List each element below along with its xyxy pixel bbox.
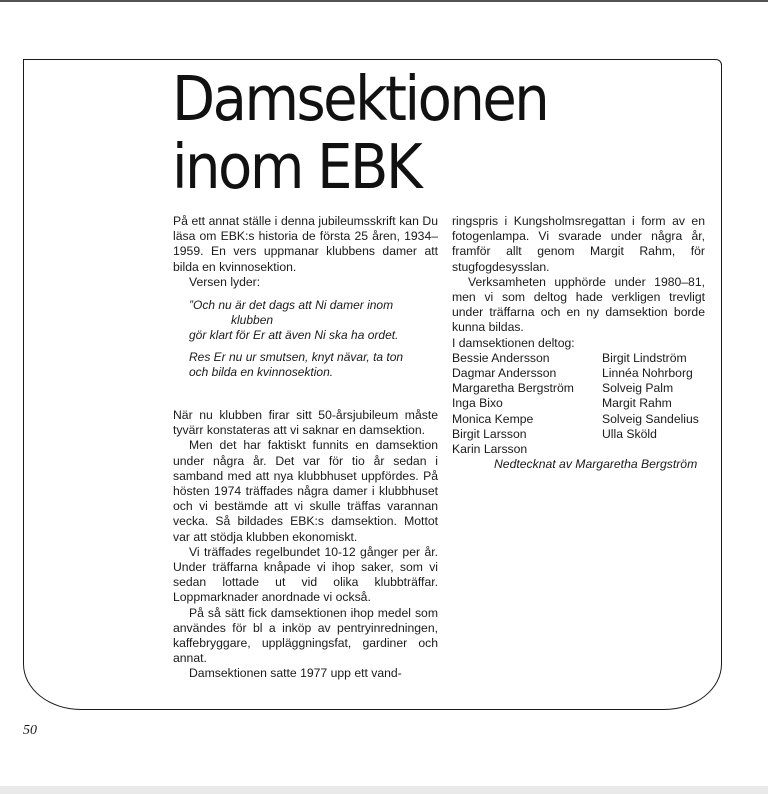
member-name: Birgit Larsson: [452, 426, 527, 441]
body-paragraph: Vi träffades regelbundet 10-12 gånger per år. Under träffarna knåpade vi ihop saker, som vi sedan lottade ut vid olika klubbträffar. Loppmarknader anordnade vi också.: [173, 544, 438, 605]
left-column: [173, 214, 438, 682]
body-paragraph: ringspris i Kungsholmsregattan i form av en fotogenlampa. Vi svarade under några år, framför allt genom Margit Rahm, för stugfogdesysslan.: [452, 214, 705, 274]
right-column: [452, 214, 705, 472]
body-paragraph: På så sätt fick damsektionen ihop medel som användes för bl a inköp av pentryinredningen, kaffebryggare, uppläggningsfat, gardiner och annat.: [173, 605, 438, 666]
verse-block: [189, 298, 438, 380]
signature: Nedtecknat av Margaretha Bergström: [494, 457, 698, 472]
body-paragraph: När nu klubben firar sitt 50-årsjubileum måste tyvärr konstateras att vi saknar en damsektion.: [173, 408, 438, 438]
page-number: 50: [23, 723, 37, 738]
body-paragraph: Men det har faktiskt funnits en damsektion under några år. Det var för tio år sedan i samband med att nya klubbhuset uppfördes. På hösten 1974 träffades några damer i klubbhuset och vi bestämde att vi skulle träffas varannan vecka. Så bildades EBK:s damsektion. Mottot var att stödja klubben ekonomiskt.: [173, 438, 438, 544]
title-line-1: Damsektionen: [172, 63, 548, 136]
members-heading: I damsektionen deltog:: [452, 335, 575, 350]
member-name: Ulla Sköld: [602, 426, 657, 441]
members-column-1: [452, 351, 602, 457]
member-name: Karin Larsson: [452, 442, 528, 457]
member-name: Birgit Lindström: [602, 350, 687, 365]
verse-line: ”Och nu är det dags att Ni damer inom: [189, 298, 394, 313]
member-name: Monica Kempe: [452, 411, 534, 426]
member-name: Solveig Palm: [602, 381, 674, 396]
verse-line: Res Er nu ur smutsen, knyt nävar, ta ton: [189, 350, 404, 365]
members-list: [452, 351, 705, 457]
section-gap: [173, 380, 438, 408]
body-paragraph: Damsektionen satte 1977 upp ett vand-: [189, 666, 402, 681]
member-name: Dagmar Andersson: [452, 366, 557, 381]
body-paragraph: Verksamheten upphörde under 1980–81, men vi som deltog hade verkligen trevligt under träffarna och en ny damsektion borde kunna bildas.: [452, 274, 705, 335]
verse-intro: Versen lyder:: [189, 274, 261, 289]
member-name: Margaretha Bergström: [452, 381, 574, 396]
member-name: Bessie Andersson: [452, 350, 550, 365]
title-line-2: inom EBK: [172, 132, 421, 204]
verse-line: och bilda en kvinnosektion.: [189, 365, 334, 380]
member-name: Inga Bixo: [452, 396, 503, 411]
page-edge: [0, 786, 768, 794]
members-column-2: [602, 351, 705, 457]
top-rule: [0, 0, 768, 2]
member-name: Linnéa Nohrborg: [602, 366, 693, 381]
member-name: Margit Rahm: [602, 396, 672, 411]
intro-paragraph: På ett annat ställe i denna jubileumsskrift kan Du läsa om EBK:s historia de första 25 åren, 1934–1959. En vers uppmanar klubbens damer att bilda en kvinnosektion.: [173, 214, 438, 274]
member-name: Solveig Sandelius: [602, 411, 699, 426]
verse-line: klubben: [231, 313, 274, 328]
verse-line: gör klart för Er att även Ni ska ha ordet.: [189, 328, 399, 343]
article-title: [172, 63, 548, 204]
